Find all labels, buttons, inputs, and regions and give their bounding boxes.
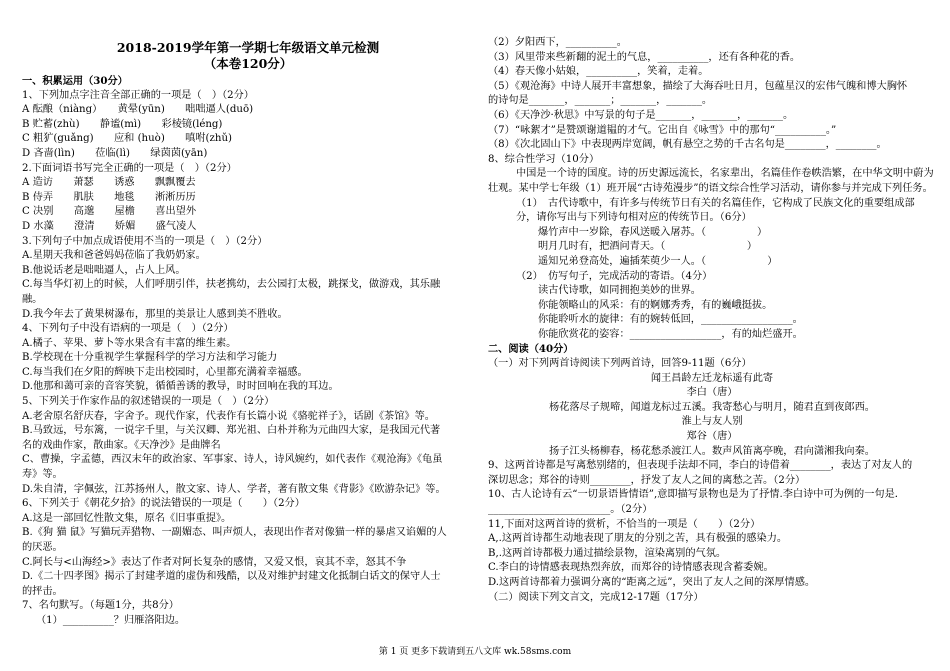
text-line: D.他那和蔼可亲的音容笑貌，循循善诱的教导，时时回响在我的耳边。 <box>22 381 339 393</box>
text-line: ________________________。（2分） <box>488 504 653 515</box>
text-line: A,.这两首诗都生动地表现了朋友的分别之苦，具有极强的感染力。 <box>488 533 788 545</box>
text-line: C.阿长与<山海经>》表达了作者对阿长复杂的感情，又爱又恨，哀其不幸，怒其不争 <box>22 556 407 568</box>
left-question-lines <box>22 74 474 629</box>
text-line: 6、下列关于《朝花夕拾》的说法错误的一项是（ ）（2分） <box>22 498 305 510</box>
text-line: D.我今年去了黄果树瀑布，那里的美景让人感到美不胜收。 <box>22 308 288 320</box>
page-footer: 第 1 页 更多下载请到五八文库 wk.58sms.com <box>378 647 572 657</box>
text-line: C.每当华灯初上的时候，人们呼朋引伴，扶老携幼，去公园打太极，跳探戈，做游戏，其乐融 <box>22 279 441 291</box>
text-line: B,.这两首诗都极力通过描绘景物，渲染离别的气氛。 <box>488 547 727 559</box>
text-line: 10、古人论诗有云“一切景语皆情语”,意即描写景物也是为了抒情.李白诗中可为例的一句是． <box>488 489 905 501</box>
text-line: B.马致远，号东篱，一说字千里，与关汉卿、郑光祖、白朴并称为元曲四大家，是我国元代著 <box>22 425 441 437</box>
text-line: 5、下列关于作家作品的叙述错误的一项是（ ）（2分） <box>22 396 275 408</box>
text-line: 一、积累运用（30分） <box>22 75 128 87</box>
text-line: 3.下列句子中加点成语使用不当的一项是（ ）（2分） <box>22 235 268 247</box>
text-line: 1、下列加点字注音全部正确的一项是（ ）（2分） <box>22 89 254 101</box>
right-column <box>488 36 936 605</box>
text-line: 9、这两首诗都是写离愁别绪的，但表现手法却不同，李白的诗借着________，表达了对友人的 <box>488 460 913 472</box>
text-line: 你能聆听水的旋律：有的婉转低回，__________________。 <box>538 314 803 326</box>
text-line: （2）夕阳西下，__________。 <box>488 37 627 48</box>
text-line: B 侍弄 肌肤 地毯 淅淅历历 <box>22 191 196 203</box>
text-line: 7、名句默写。（每题1分，共8分） <box>22 600 179 612</box>
text-line: 名的戏曲作家，散曲家。《天净沙》是曲牌名 <box>22 439 221 451</box>
text-line: D.这两首诗都着力强调分离的“距离之远”，突出了友人之间的深厚情感。 <box>488 576 816 588</box>
text-line: （3）风里带来些新翻的泥土的气息，__________，还有各种花的香。 <box>488 51 801 63</box>
text-line: C.每当我们在夕阳的辉映下走出校园时，心里都充满着幸福感。 <box>22 366 308 378</box>
text-line: 爆竹声中一岁除，春风送暖入屠苏。（ ） <box>538 226 768 238</box>
right-question-lines <box>488 36 936 167</box>
text-line: 融。 <box>22 293 43 305</box>
exam-title: 2018-2019学年第一学期七年级语文单元检测 <box>116 40 380 55</box>
text-line: B.学校现在十分重视学生掌握科学的学习方法和学习能力 <box>22 352 278 364</box>
text-line: 4、下列句子中没有语病的一项是（ ）（2分） <box>22 323 234 335</box>
text-line: （4）春天像小姑娘，__________，笑着，走着。 <box>488 66 709 78</box>
text-line: （一）对下列两首诗阅读下列两首诗，回答9-11题（6分） <box>488 358 752 370</box>
text-line: A 造访 萧瑟 诱惑 飘飘覆去 <box>22 177 196 189</box>
left-column <box>22 36 474 629</box>
text-line: 8、综合性学习（10分） <box>488 153 600 165</box>
text-line: 你能领略山的风采：有的婀娜秀秀，有的巍峨挺拔。 <box>538 299 773 311</box>
text-line: 深切思念；郑谷的诗则________，抒发了友人之间的离愁之苦。（2分） <box>488 474 806 486</box>
text-line: A.橘子、苹果、萝卜等水果含有丰富的维生素。 <box>22 337 237 349</box>
text-line: 2.下面词语书写完全正确的一项是（ ）（2分） <box>22 162 237 174</box>
text-line: 寿》等。 <box>22 469 63 481</box>
text-line: A.星期天我和爸爸妈妈莅临了我奶奶家。 <box>22 250 206 262</box>
text-line: C.李白的诗情感表现热烈奔放，而郑谷的诗情感表现含蓄委婉。 <box>488 562 774 574</box>
text-line: 读古代诗歌，如同拥抱美妙的世界。 <box>538 285 701 297</box>
text-line: （8）《次北固山下》中表现两岸宽阔，帆有悬空之势的千古名句是________，________。 <box>488 139 887 151</box>
text-line: 11,下面对这两首诗的赏析，不恰当的一项是（ ）（2分） <box>488 518 761 530</box>
text-line: 你能欣赏花的姿容：__________________，有的灿烂盛开。 <box>538 328 803 340</box>
text-line: D 吝啬(lìn) 莅临(lì) 绿茵茵(yān) <box>22 147 208 159</box>
q8-task-lines <box>488 197 936 343</box>
text-line: （7）“咏絮才”是赞颂谢道韫的才气。它出自《咏雪》中的那句“__________。” <box>488 124 837 136</box>
text-line: A.老舍原名舒庆春，字舍予。现代作家，代表作有长篇小说《骆驼祥子》，话剧《茶馆》等。 <box>22 410 435 422</box>
text-line: 杨花落尽子规啼，闻道龙标过五溪。我寄愁心与明月，随君直到夜郎西。 <box>549 401 875 413</box>
exam-subtitle: （本卷120分） <box>203 56 293 71</box>
text-line: 的诗句是_______，_______；_______，_______。 <box>488 95 713 107</box>
text-line: C 决别 高邈 屋檐 喜出望外 <box>22 206 197 218</box>
text-line: C 粗犷(guǎng) 应和 (huò) 嗔咐(zhǔ) <box>22 133 232 145</box>
text-line: C、曹操，字孟德，西汉末年的政治家、军事家、诗人，诗风婉约，如代表作《观沧海》《龟虽 <box>22 454 443 466</box>
text-line: A 酝酿（niàng） 黄晕(yūn) 咄咄逼人(duō) <box>22 104 254 116</box>
text-line: 闻王昌龄左迁龙标遥有此寄 <box>650 372 774 384</box>
text-line: 分，请你写出与下列诗句相对应的传统节日。（6分） <box>516 212 752 224</box>
text-line: （二）阅读下列文言文，完成12-17题（17分） <box>488 591 704 603</box>
q8-intro-paragraph: 中国是一个诗的国度。诗的历史源远流长，名家辈出，名篇佳作卷帙浩繁，在中华文明中蔚为壮观。某中学七年级（1）班开展“古诗苑漫步”的语文综合性学习活动，请你参与并完成下列任务。 <box>488 168 934 194</box>
reading-section-lines <box>488 342 936 605</box>
text-line: （1） 古代诗歌中，有许多与传统节日有关的名篇佳作，它构成了民族文化的重要组成部 <box>516 197 915 209</box>
text-line: D.朱自清，字佩弦，江苏扬州人，散文家、诗人、学者，著有散文集《背影》《欧游杂记》等。 <box>22 483 446 495</box>
text-line: 的抨击。 <box>22 585 63 597</box>
text-line: 遥知兄弟登高处，遍插茱萸少一人。（ ） <box>538 255 778 267</box>
text-line: B 贮蓄(zhù) 静谧(mì) 彩棱镜(léng) <box>22 118 223 130</box>
text-line: （6）《天净沙·秋思》中写景的句子是_______，_______，_______。 <box>488 109 794 121</box>
text-line: D 水藻 澄清 娇媚 盛气凌人 <box>22 220 197 232</box>
text-line: 郑谷（唐） <box>686 431 738 443</box>
text-line: D.《二十四孝图》揭示了封建孝道的虚伪和残酷，以及对维护封建文化抵制白话文的保守人士 <box>22 571 441 583</box>
text-line: （1）__________？归雁洛阳边。 <box>36 614 186 626</box>
text-line: 扬子江头杨柳春，杨花愁杀渡江人。数声风笛离亭晚，君向潇湘我向秦。 <box>549 445 875 457</box>
text-line: 明月几时有，把酒问青天。（ ） <box>538 241 758 253</box>
text-line: 二、阅读（40分） <box>488 343 574 356</box>
text-line: （5）《观沧海》中诗人展开丰富想象，描绘了大海吞吐日月，包蕴星汉的宏伟气魄和博大胸怀 <box>488 80 908 92</box>
text-line: A.这是一部回忆性散文集，原名《旧事重提》。 <box>22 512 232 524</box>
text-line: B.他说话老是咄咄逼人，占人上风。 <box>22 264 186 276</box>
text-line: B.《狗 猫 鼠》写猫玩弄猎物、一副媚态、叫声烦人，表现出作者对像猫一样的暴虐又谄媚的人 <box>22 527 447 539</box>
text-line: 李白（唐） <box>686 387 738 399</box>
text-line: （2） 仿写句子，完成活动的寄语。（4分） <box>516 270 713 282</box>
text-line: 的厌恶。 <box>22 542 63 553</box>
text-line: 淮上与友人别 <box>681 416 743 428</box>
